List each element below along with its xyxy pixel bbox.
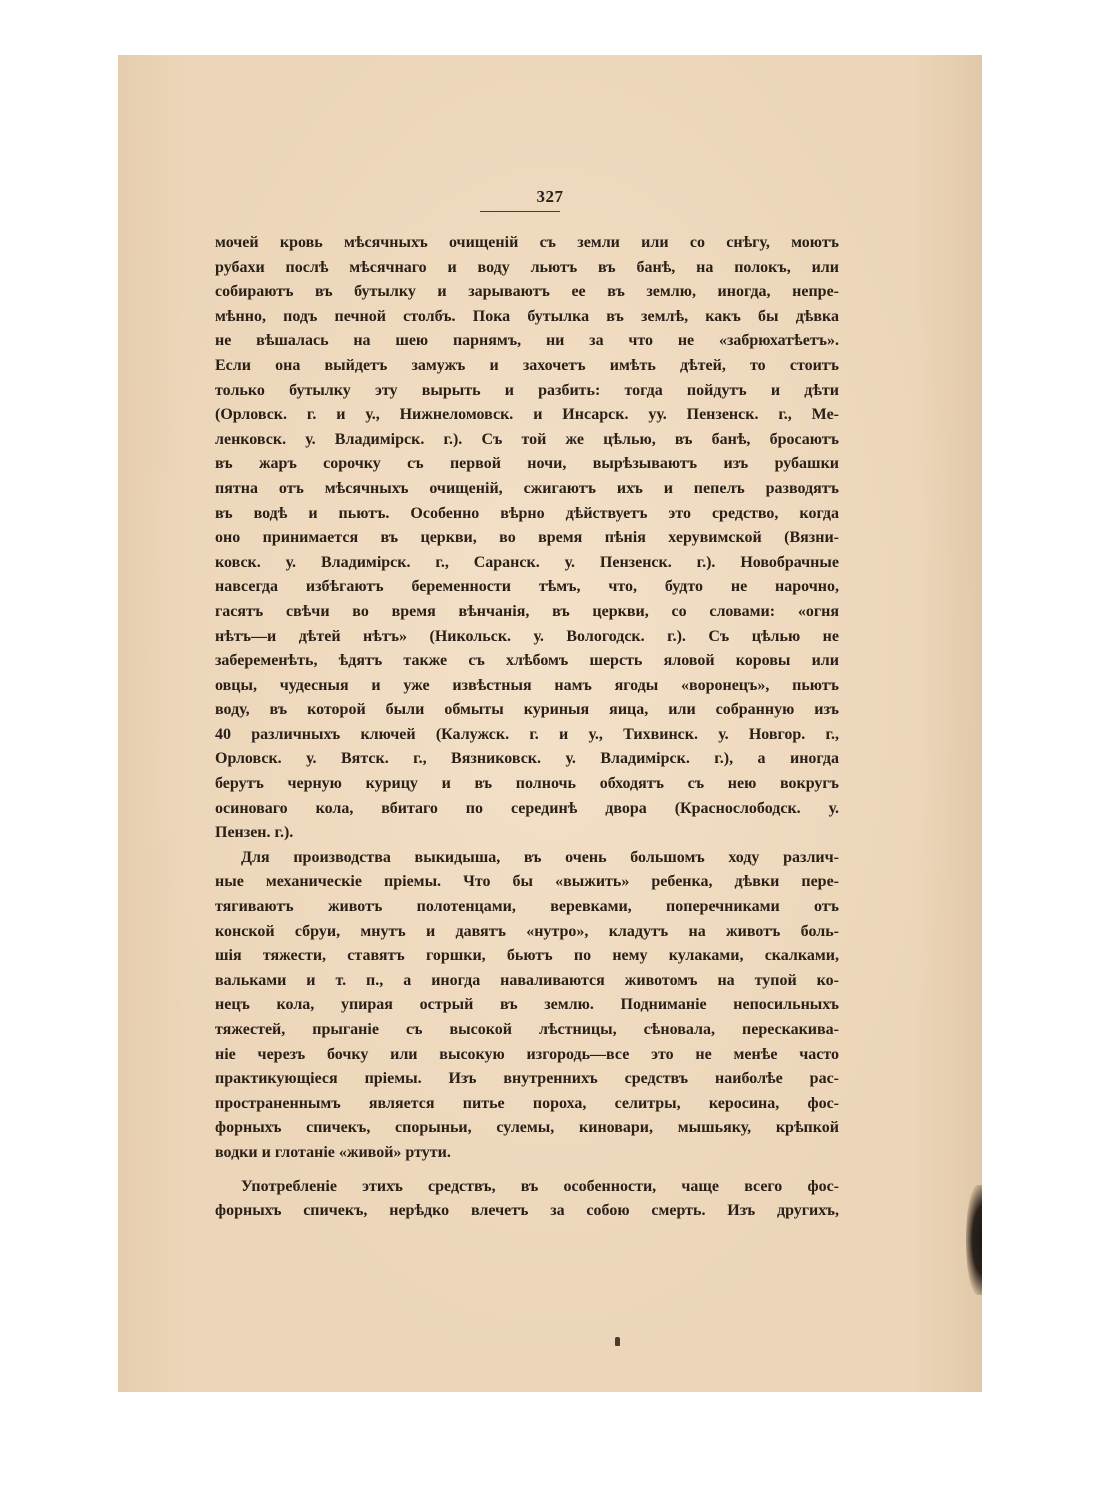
text-line: Если она выйдетъ замужъ и захочетъ имѣть дѣтей, то стоитъ bbox=[215, 356, 839, 374]
text-line: форныхъ спичекъ, спорыньи, сулемы, киновари, мышьяку, крѣпкой bbox=[215, 1119, 839, 1137]
text-line: форныхъ спичекъ, нерѣдко влечетъ за собою смерть. Изъ другихъ, bbox=[215, 1202, 839, 1220]
text-line: пятна отъ мѣсячныхъ очищеній, сжигаютъ ихъ и пепелъ разводятъ bbox=[215, 479, 839, 497]
text-line: тягиваютъ животъ полотенцами, веревками, поперечниками отъ bbox=[215, 898, 839, 916]
text-line: собираютъ въ бутылку и зарываютъ ее въ землю, иногда, непре- bbox=[215, 283, 839, 301]
text-line: Орловск. у. Вятск. г., Вязниковск. у. Владимірск. г.), а иногда bbox=[215, 750, 839, 768]
paragraph-gap bbox=[215, 1166, 839, 1175]
ink-blot-mark bbox=[966, 1185, 982, 1295]
page-number: 327 bbox=[536, 187, 564, 206]
scanned-page bbox=[118, 55, 982, 1392]
text-line: мѣнно, подъ печной столбъ. Пока бутылка въ землѣ, какъ бы дѣвка bbox=[215, 307, 839, 325]
text-line: ные механическіе пріемы. Что бы «выжить» ребенка, дѣвки пере- bbox=[215, 873, 839, 891]
text-line: только бутылку эту вырыть и разбить: тогда пойдутъ и дѣти bbox=[215, 381, 839, 399]
text-line: (Орловск. г. и у., Нижнеломовск. и Инсарск. уу. Пензенск. г., Ме- bbox=[215, 406, 839, 424]
text-line: воду, въ которой были обмыты куриныя яица, или собранную изъ bbox=[215, 701, 839, 719]
text-line: овцы, чудесныя и уже извѣстныя намъ ягоды «воронецъ», пьютъ bbox=[215, 676, 839, 694]
text-line: нецъ кола, упирая острый въ землю. Подниманіе непосильныхъ bbox=[215, 996, 839, 1014]
text-line: осиноваго кола, вбитаго по серединѣ двора (Краснослободск. у. bbox=[215, 799, 839, 817]
text-line: вальками и т. п., а иногда наваливаются животомъ на тупой ко- bbox=[215, 971, 839, 989]
text-line: въ жаръ сорочку съ первой ночи, вырѣзываютъ изъ рубашки bbox=[215, 455, 839, 473]
text-line: пространеннымъ является питье пороха, селитры, керосина, фос- bbox=[215, 1094, 839, 1112]
text-line: шія тяжести, ставятъ горшки, бьютъ по нему кулаками, скалками, bbox=[215, 947, 839, 965]
text-line: Пензен. г.). bbox=[215, 824, 294, 842]
text-line: 40 различныхъ ключей (Калужск. г. и у., Тихвинск. у. Новгор. г., bbox=[215, 725, 839, 743]
text-line: ковск. у. Владимірск. г., Саранск. у. Пензенск. г.). Новобрачные bbox=[215, 553, 839, 571]
text-line: тяжестей, прыганіе съ высокой лѣстницы, сѣновала, перескакива- bbox=[215, 1021, 839, 1038]
text-line: берутъ черную курицу и въ полночь обходятъ съ нею вокругъ bbox=[215, 775, 839, 793]
text-line: водки и глотаніе «живой» ртути. bbox=[215, 1143, 451, 1161]
text-line: въ водѣ и пьютъ. Особенно вѣрно дѣйствуетъ это средство, когда bbox=[215, 504, 839, 522]
text-line: Для производства выкидыша, въ очень большомъ ходу различ- bbox=[241, 848, 839, 866]
text-line: забеременѣть, ѣдятъ также съ хлѣбомъ шерсть яловой коровы или bbox=[215, 652, 839, 670]
text-line: оно принимается въ церкви, во время пѣнія херувимской (Вязни- bbox=[215, 529, 839, 547]
text-line: гасятъ свѣчи во время вѣнчанія, въ церкви, со словами: «огня bbox=[215, 602, 839, 620]
text-line: мочей кровь мѣсячныхъ очищеній съ земли или со снѣгу, моютъ bbox=[215, 234, 839, 251]
text-line: Употребленіе этихъ средствъ, въ особенности, чаще всего фос- bbox=[241, 1177, 839, 1195]
text-line: ніе черезъ бочку или высокую изгородь—все это не менѣе часто bbox=[215, 1045, 839, 1063]
text-line: практикующіеся пріемы. Изъ внутреннихъ средствъ наиболѣе рас- bbox=[215, 1070, 839, 1088]
text-line: конской сбруи, мнутъ и давятъ «нутро», кладутъ на животъ боль- bbox=[215, 922, 839, 940]
text-line: нѣтъ—и дѣтей нѣтъ» (Никольск. у. Вологодск. г.). Съ цѣлью не bbox=[215, 627, 839, 645]
page-number-rule bbox=[480, 211, 560, 212]
text-line: навсегда избѣгаютъ беременности тѣмъ, что, будто не нарочно, bbox=[215, 578, 839, 596]
paper-speck bbox=[615, 1337, 620, 1346]
text-line: рубахи послѣ мѣсячнаго и воду льютъ въ банѣ, на полокъ, или bbox=[215, 258, 839, 276]
body-text bbox=[215, 231, 839, 1224]
text-line: ленковск. у. Владимірск. г.). Съ той же цѣлью, въ банѣ, бросаютъ bbox=[215, 430, 839, 448]
text-line: не вѣшалась на шею парнямъ, ни за что не «забрюхатѣетъ». bbox=[215, 332, 839, 350]
